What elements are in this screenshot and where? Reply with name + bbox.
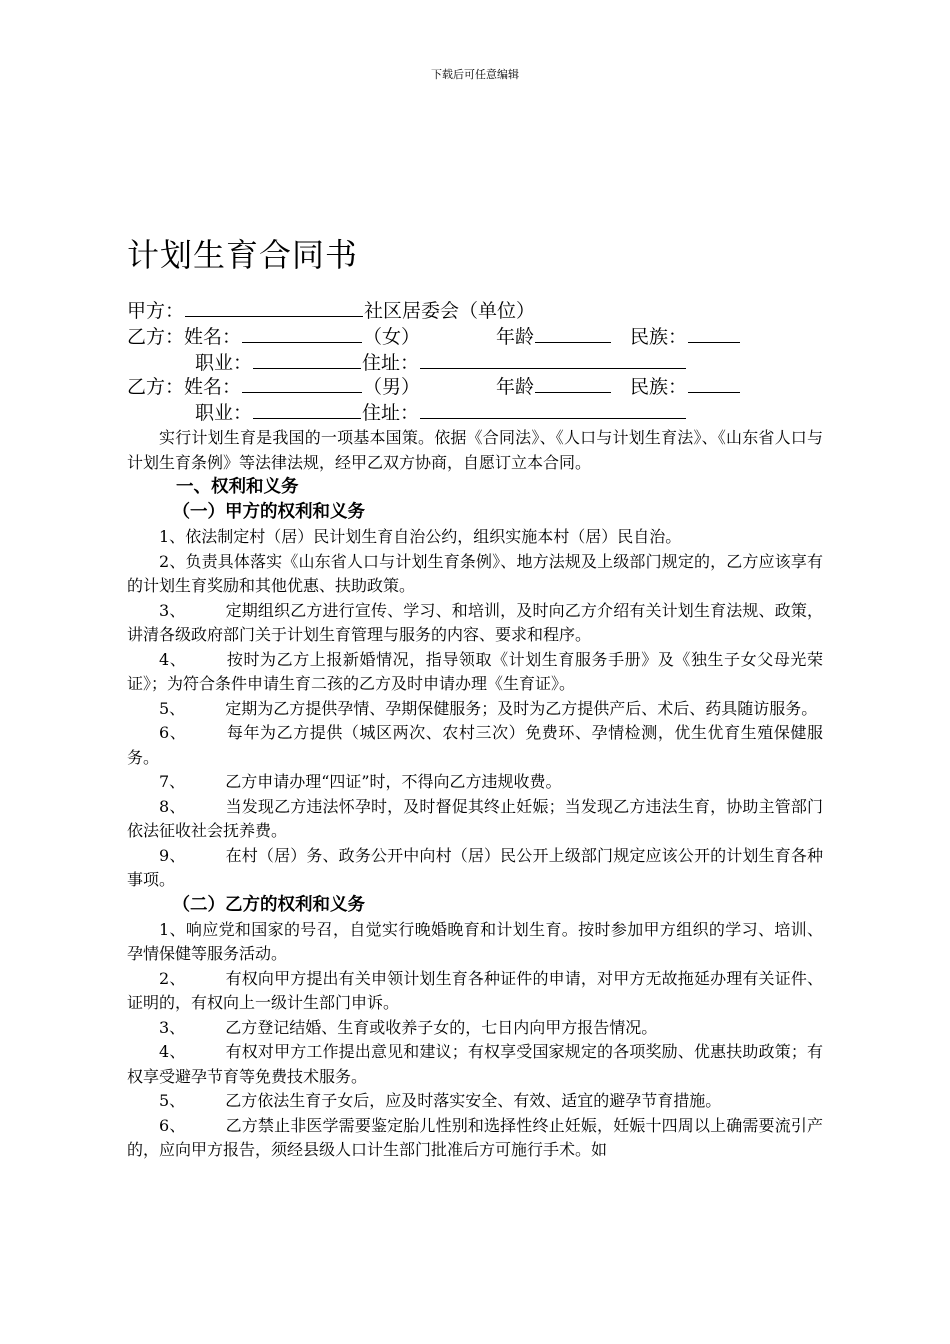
item-text: 定期组织乙方进行宣传、学习、和培训，及时向乙方介绍有关计划生育法规、政策，讲清各级政府部门关于计划生育管理与服务的内容、要求和程序。 (127, 600, 823, 644)
party-b2-address-blank (420, 400, 686, 419)
party-b2-age-label: 年龄 (496, 376, 535, 398)
item-number: 5、 (159, 698, 186, 718)
party-b2-age-group (496, 374, 612, 399)
item-text: 乙方依法生育子女后，应及时落实安全、有效、适宜的避孕节育措施。 (225, 1091, 722, 1110)
item-number: 7、 (159, 772, 186, 791)
party-a-item (127, 525, 823, 550)
party-a-item (127, 795, 823, 844)
party-a-item (127, 599, 823, 648)
item-number: 1、 (159, 919, 186, 939)
party-b-item (127, 918, 823, 967)
item-number: 1、 (159, 527, 186, 546)
item-text: 响应党和国家的号召，自觉实行晚婚晚育和计划生育。按时参加甲方组织的学习、培训、孕情保健等服务活动。 (127, 919, 823, 963)
item-text: 有权向甲方提出有关申领计划生育各种证件的申请，对甲方无故拖延办理有关证件、证明的，有权向上一级计生部门申诉。 (127, 968, 823, 1012)
party-b1-ethnic-label: 民族： (630, 326, 688, 348)
item-text: 当发现乙方违法怀孕时，及时督促其终止妊娠；当发现乙方违法生育，协助主管部门依法征收社会抚养费。 (127, 796, 823, 840)
party-b2-gender: （男） (363, 376, 421, 398)
party-b1-line1 (127, 324, 420, 349)
item-number: 6、 (159, 1115, 186, 1135)
item-text: 定期为乙方提供孕情、孕期保健服务；及时为乙方提供产后、术后、药具随访服务。 (225, 698, 818, 718)
party-b2-address-label: 住址： (362, 402, 420, 424)
item-number: 5、 (159, 1091, 186, 1110)
party-a-label: 甲方： (127, 300, 185, 322)
party-b1-age-blank (535, 324, 611, 343)
party-b1-address-label: 住址： (362, 352, 420, 374)
party-a-item (127, 550, 823, 599)
party-b1-age-label: 年龄 (496, 326, 535, 348)
party-a-item (127, 770, 823, 795)
party-b1-ethnic-group (630, 324, 741, 349)
party-b1-job-blank (253, 350, 361, 369)
item-text: 有权对甲方工作提出意见和建议；有权享受国家规定的各项奖励、优惠扶助政策；有权享受避孕节育等免费技术服务。 (127, 1042, 823, 1086)
party-b1-line2 (195, 350, 687, 375)
party-b2-ethnic-label: 民族： (630, 376, 688, 398)
party-b-item (127, 967, 823, 1016)
item-text: 乙方申请办理“四证”时，不得向乙方违规收费。 (225, 772, 562, 791)
document-title: 计划生育合同书 (127, 236, 359, 274)
party-b1-label: 乙方： (127, 326, 185, 348)
section-heading-rights: 一、权利和义务 (176, 477, 299, 497)
item-text: 乙方登记结婚、生育或收养子女的，七日内向甲方报告情况。 (225, 1017, 658, 1037)
item-number: 3、 (159, 1017, 186, 1037)
party-a-suffix: 社区居委会（单位） (364, 300, 536, 322)
party-b2-name-blank (242, 374, 362, 393)
party-a-item (127, 721, 823, 770)
party-b1-name-label: 姓名： (184, 326, 242, 348)
party-b2-job-blank (253, 400, 361, 419)
item-number: 2、 (159, 968, 186, 988)
party-b1-job-label: 职业： (195, 352, 253, 374)
header-note: 下载后可任意编辑 (431, 68, 519, 81)
party-b1-name-blank (242, 324, 362, 343)
item-text: 在村（居）务、政务公开中向村（居）民公开上级部门规定应该公开的计划生育各种事项。 (127, 845, 823, 889)
party-b1-age-group (496, 324, 612, 349)
party-b2-label: 乙方： (127, 376, 185, 398)
item-number: 4、 (159, 649, 187, 669)
subsection-heading-party-b: （二）乙方的权利和义务 (172, 894, 365, 915)
item-number: 6、 (159, 723, 187, 742)
party-b-item (127, 1114, 823, 1163)
party-b-item (127, 1089, 823, 1114)
party-b-item (127, 1040, 823, 1089)
subsection-heading-party-a: （一）甲方的权利和义务 (172, 502, 365, 522)
party-b2-age-blank (535, 374, 611, 393)
party-a-item (127, 648, 823, 697)
party-a-item (127, 697, 823, 722)
party-b2-job-label: 职业： (195, 402, 253, 424)
party-a-item (127, 844, 823, 893)
item-text: 负责具体落实《山东省人口与计划生育条例》、地方法规及上级部门规定的，乙方应该享有的计划生育奖励和其他优惠、扶助政策。 (127, 551, 823, 595)
item-text: 依法制定村（居）民计划生育自治公约，组织实施本村（居）民自治。 (185, 527, 682, 546)
item-text: 每年为乙方提供（城区两次、农村三次）免费环、孕情检测，优生优育生殖保健服务。 (127, 723, 823, 767)
item-number: 2、 (159, 551, 186, 571)
item-number: 9、 (159, 845, 186, 865)
party-b2-ethnic-group (630, 374, 741, 399)
party-b1-ethnic-blank (688, 324, 740, 343)
contract-body (127, 426, 823, 1163)
party-b1-address-blank (420, 350, 686, 369)
party-b-item (127, 1016, 823, 1041)
party-b2-line1 (127, 374, 420, 399)
party-b2-line2 (195, 400, 687, 425)
item-text: 乙方禁止非医学需要鉴定胎儿性别和选择性终止妊娠，妊娠十四周以上确需要流引产的，应向甲方报告，须经县级人口计生部门批准后方可施行手术。如 (127, 1115, 823, 1159)
item-text: 按时为乙方上报新婚情况，指导领取《计划生育服务手册》及《独生子女父母光荣证》；为符合条件申请生育二孩的乙方及时申请办理《生育证》。 (127, 649, 823, 693)
party-b2-ethnic-blank (688, 374, 740, 393)
party-b1-gender: （女） (363, 326, 421, 348)
party-b2-name-label: 姓名： (184, 376, 242, 398)
item-number: 4、 (159, 1042, 186, 1061)
item-number: 3、 (159, 600, 186, 620)
item-number: 8、 (159, 796, 186, 816)
party-a-blank (185, 298, 363, 317)
intro-paragraph: 实行计划生育是我国的一项基本国策。依据《合同法》、《人口与计划生育法》、《山东省人口与计划生育条例》等法律法规，经甲乙双方协商，自愿订立本合同。 (127, 428, 823, 472)
party-a-line (127, 298, 535, 323)
